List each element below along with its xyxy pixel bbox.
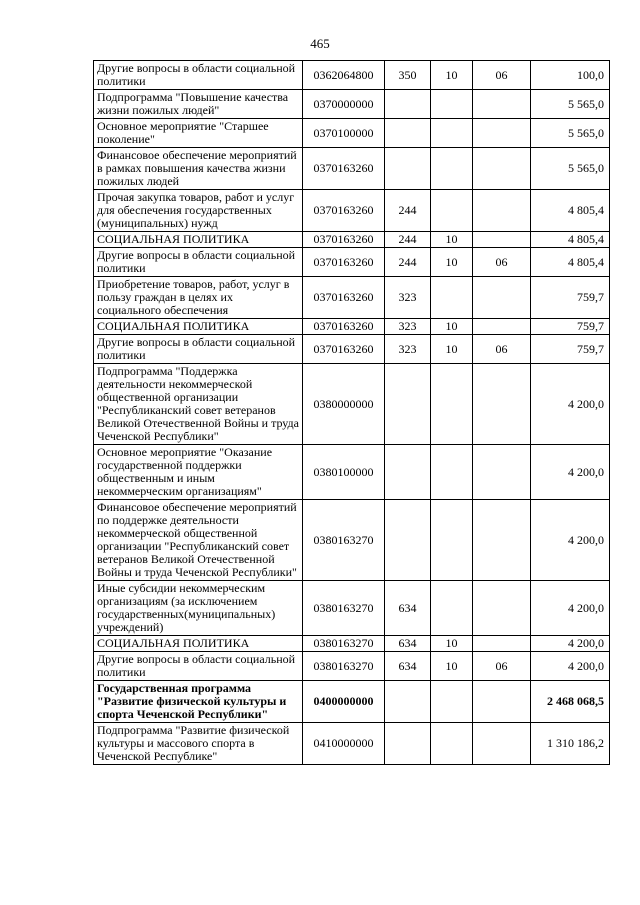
row-amount-cell: 4 200,0 bbox=[531, 652, 610, 681]
row-amount-cell: 100,0 bbox=[531, 61, 610, 90]
row-amount-cell: 2 468 068,5 bbox=[531, 681, 610, 723]
row-section-cell bbox=[431, 445, 473, 500]
row-expense-type-cell: 244 bbox=[385, 190, 431, 232]
row-name-cell: СОЦИАЛЬНАЯ ПОЛИТИКА bbox=[94, 319, 303, 335]
row-code-cell: 0380163270 bbox=[303, 652, 385, 681]
row-amount-cell: 4 200,0 bbox=[531, 364, 610, 445]
row-expense-type-cell: 634 bbox=[385, 652, 431, 681]
row-section-cell: 10 bbox=[431, 232, 473, 248]
row-section-cell: 10 bbox=[431, 61, 473, 90]
table-row bbox=[94, 723, 610, 765]
budget-table-body bbox=[94, 61, 610, 765]
row-expense-type-cell bbox=[385, 723, 431, 765]
row-amount-cell: 4 805,4 bbox=[531, 190, 610, 232]
page-number: 465 bbox=[310, 36, 330, 51]
row-expense-type-cell bbox=[385, 90, 431, 119]
row-amount-cell: 4 805,4 bbox=[531, 248, 610, 277]
row-name-cell: Подпрограмма "Поддержка деятельности некоммерческой общественной организации "Республиканский совет ветеранов Великой Отечественной Войны и труда Чеченской Республики" bbox=[94, 364, 303, 445]
table-row bbox=[94, 681, 610, 723]
row-subsection-cell bbox=[473, 277, 531, 319]
row-expense-type-cell bbox=[385, 119, 431, 148]
row-subsection-cell bbox=[473, 232, 531, 248]
row-section-cell bbox=[431, 277, 473, 319]
row-subsection-cell bbox=[473, 723, 531, 765]
row-code-cell: 0380163270 bbox=[303, 636, 385, 652]
row-code-cell: 0380163270 bbox=[303, 500, 385, 581]
row-name-cell: СОЦИАЛЬНАЯ ПОЛИТИКА bbox=[94, 232, 303, 248]
row-code-cell: 0370100000 bbox=[303, 119, 385, 148]
row-amount-cell: 4 200,0 bbox=[531, 636, 610, 652]
row-subsection-cell bbox=[473, 364, 531, 445]
row-amount-cell: 5 565,0 bbox=[531, 119, 610, 148]
table-row bbox=[94, 119, 610, 148]
table-row bbox=[94, 190, 610, 232]
row-name-cell: Подпрограмма "Повышение качества жизни пожилых людей" bbox=[94, 90, 303, 119]
row-subsection-cell bbox=[473, 681, 531, 723]
table-row bbox=[94, 364, 610, 445]
row-name-cell: СОЦИАЛЬНАЯ ПОЛИТИКА bbox=[94, 636, 303, 652]
row-section-cell bbox=[431, 90, 473, 119]
table-row bbox=[94, 232, 610, 248]
row-name-cell: Приобретение товаров, работ, услуг в пользу граждан в целях их социального обеспечения bbox=[94, 277, 303, 319]
row-name-cell: Прочая закупка товаров, работ и услуг для обеспечения государственных (муниципальных) нужд bbox=[94, 190, 303, 232]
row-amount-cell: 759,7 bbox=[531, 335, 610, 364]
budget-table bbox=[93, 60, 610, 765]
row-name-cell: Государственная программа "Развитие физической культуры и спорта Чеченской Республики" bbox=[94, 681, 303, 723]
row-name-cell: Другие вопросы в области социальной политики bbox=[94, 248, 303, 277]
row-code-cell: 0380100000 bbox=[303, 445, 385, 500]
table-row bbox=[94, 248, 610, 277]
row-code-cell: 0362064800 bbox=[303, 61, 385, 90]
row-name-cell: Основное мероприятие "Старшее поколение" bbox=[94, 119, 303, 148]
row-subsection-cell: 06 bbox=[473, 652, 531, 681]
table-row bbox=[94, 319, 610, 335]
row-code-cell: 0380163270 bbox=[303, 581, 385, 636]
row-code-cell: 0370163260 bbox=[303, 248, 385, 277]
row-expense-type-cell: 634 bbox=[385, 581, 431, 636]
row-amount-cell: 4 805,4 bbox=[531, 232, 610, 248]
row-section-cell bbox=[431, 681, 473, 723]
row-subsection-cell bbox=[473, 119, 531, 148]
row-code-cell: 0400000000 bbox=[303, 681, 385, 723]
row-amount-cell: 759,7 bbox=[531, 319, 610, 335]
row-subsection-cell: 06 bbox=[473, 335, 531, 364]
row-name-cell: Другие вопросы в области социальной политики bbox=[94, 61, 303, 90]
row-section-cell: 10 bbox=[431, 248, 473, 277]
row-expense-type-cell bbox=[385, 681, 431, 723]
table-row bbox=[94, 90, 610, 119]
row-subsection-cell bbox=[473, 500, 531, 581]
row-amount-cell: 5 565,0 bbox=[531, 148, 610, 190]
row-expense-type-cell: 244 bbox=[385, 232, 431, 248]
row-subsection-cell: 06 bbox=[473, 61, 531, 90]
row-amount-cell: 5 565,0 bbox=[531, 90, 610, 119]
row-section-cell: 10 bbox=[431, 652, 473, 681]
row-expense-type-cell: 244 bbox=[385, 248, 431, 277]
row-subsection-cell bbox=[473, 148, 531, 190]
row-section-cell: 10 bbox=[431, 335, 473, 364]
row-amount-cell: 1 310 186,2 bbox=[531, 723, 610, 765]
row-code-cell: 0410000000 bbox=[303, 723, 385, 765]
row-section-cell bbox=[431, 723, 473, 765]
row-code-cell: 0370163260 bbox=[303, 319, 385, 335]
table-row bbox=[94, 335, 610, 364]
row-code-cell: 0370163260 bbox=[303, 148, 385, 190]
table-row bbox=[94, 500, 610, 581]
row-section-cell: 10 bbox=[431, 636, 473, 652]
row-name-cell: Иные субсидии некоммерческим организациям (за исключением государственных(муниципальных) учреждений) bbox=[94, 581, 303, 636]
row-expense-type-cell: 323 bbox=[385, 335, 431, 364]
table-row bbox=[94, 445, 610, 500]
row-expense-type-cell bbox=[385, 445, 431, 500]
row-subsection-cell bbox=[473, 319, 531, 335]
row-code-cell: 0370000000 bbox=[303, 90, 385, 119]
table-row bbox=[94, 581, 610, 636]
row-subsection-cell bbox=[473, 190, 531, 232]
row-section-cell: 10 bbox=[431, 319, 473, 335]
row-expense-type-cell bbox=[385, 364, 431, 445]
row-amount-cell: 4 200,0 bbox=[531, 500, 610, 581]
row-name-cell: Другие вопросы в области социальной политики bbox=[94, 335, 303, 364]
row-expense-type-cell: 350 bbox=[385, 61, 431, 90]
table-row bbox=[94, 148, 610, 190]
row-name-cell: Финансовое обеспечение мероприятий по поддержке деятельности некоммерческой общественной организации "Республиканский совет ветеранов Великой Отечественной Войны и труда Чеченской Республики" bbox=[94, 500, 303, 581]
row-code-cell: 0370163260 bbox=[303, 190, 385, 232]
table-row bbox=[94, 636, 610, 652]
row-section-cell bbox=[431, 190, 473, 232]
row-section-cell bbox=[431, 148, 473, 190]
row-subsection-cell bbox=[473, 581, 531, 636]
row-name-cell: Другие вопросы в области социальной политики bbox=[94, 652, 303, 681]
row-amount-cell: 759,7 bbox=[531, 277, 610, 319]
table-row bbox=[94, 652, 610, 681]
row-expense-type-cell bbox=[385, 500, 431, 581]
row-amount-cell: 4 200,0 bbox=[531, 445, 610, 500]
row-section-cell bbox=[431, 119, 473, 148]
row-code-cell: 0370163260 bbox=[303, 335, 385, 364]
row-section-cell bbox=[431, 500, 473, 581]
row-subsection-cell: 06 bbox=[473, 248, 531, 277]
table-row bbox=[94, 61, 610, 90]
row-name-cell: Подпрограмма "Развитие физической культуры и массового спорта в Чеченской Республике" bbox=[94, 723, 303, 765]
row-expense-type-cell: 634 bbox=[385, 636, 431, 652]
row-subsection-cell bbox=[473, 636, 531, 652]
row-code-cell: 0370163260 bbox=[303, 232, 385, 248]
row-section-cell bbox=[431, 364, 473, 445]
row-subsection-cell bbox=[473, 445, 531, 500]
row-code-cell: 0370163260 bbox=[303, 277, 385, 319]
row-code-cell: 0380000000 bbox=[303, 364, 385, 445]
row-name-cell: Основное мероприятие "Оказание государственной поддержки общественным и иным некоммерческим организациям" bbox=[94, 445, 303, 500]
row-expense-type-cell: 323 bbox=[385, 277, 431, 319]
row-subsection-cell bbox=[473, 90, 531, 119]
row-expense-type-cell: 323 bbox=[385, 319, 431, 335]
table-row bbox=[94, 277, 610, 319]
row-expense-type-cell bbox=[385, 148, 431, 190]
row-name-cell: Финансовое обеспечение мероприятий в рамках повышения качества жизни пожилых людей bbox=[94, 148, 303, 190]
row-amount-cell: 4 200,0 bbox=[531, 581, 610, 636]
row-section-cell bbox=[431, 581, 473, 636]
